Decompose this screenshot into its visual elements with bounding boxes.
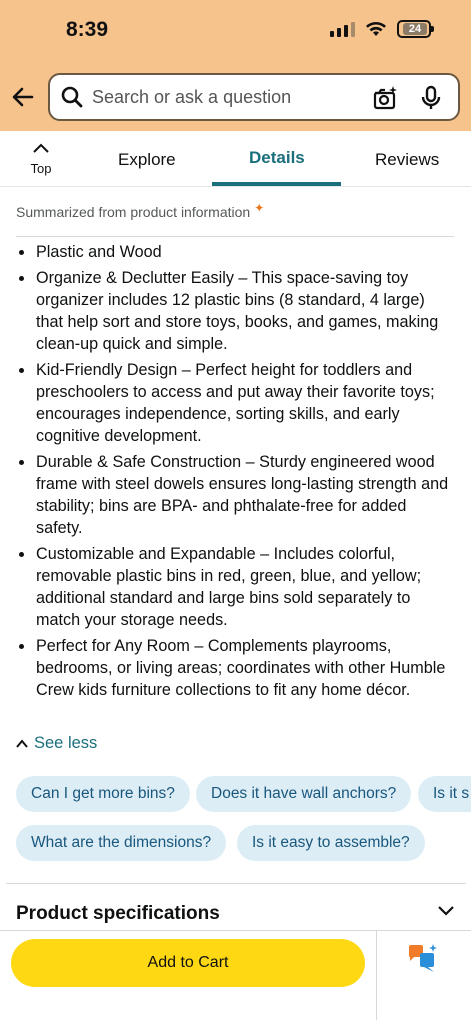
active-tab-indicator: [212, 182, 341, 186]
status-time: 8:39: [66, 18, 109, 41]
divider: [6, 883, 466, 884]
back-arrow-icon: [10, 84, 36, 110]
feature-bullet-list: [16, 241, 456, 701]
tab-reviews[interactable]: Reviews: [375, 150, 440, 169]
feature-bullet: Customizable and Expandable – Includes colorful, removable plastic bins in red, green, blue, and yellow; additional standard and large bins sold separately to match your storage needs.: [16, 543, 456, 631]
sparkle-icon: ✦: [254, 201, 265, 215]
tab-bar: [0, 131, 471, 187]
status-icons: [330, 20, 431, 38]
mic-icon[interactable]: [420, 85, 442, 111]
header: [0, 0, 471, 131]
summary-label: Summarized from product information: [16, 204, 251, 220]
question-chip[interactable]: Does it have wall anchors?: [196, 776, 411, 812]
tab-details[interactable]: Details: [249, 148, 305, 167]
battery-icon: [397, 20, 431, 38]
search-placeholder: Search or ask a question: [92, 86, 292, 107]
chevron-down-icon[interactable]: [437, 904, 455, 918]
question-chip[interactable]: Is it s: [418, 776, 471, 812]
feature-bullet: Perfect for Any Room – Complements playrooms, bedrooms, or living areas; coordinates with other Humble Crew kids furniture collections to fit any home décor.: [16, 635, 456, 701]
tab-explore[interactable]: Explore: [118, 150, 176, 169]
wifi-icon: [365, 21, 387, 37]
question-chip[interactable]: Can I get more bins?: [16, 776, 190, 812]
battery-level: 24: [408, 23, 422, 35]
signal-icon: [330, 21, 355, 37]
feature-bullet: Plastic and Wood: [16, 241, 456, 263]
bottom-action-bar: [0, 930, 471, 1020]
feature-bullet: Kid-Friendly Design – Perfect height for toddlers and preschoolers to access and put away their favorite toys; encourages independence, sorting skills, and early cognitive development.: [16, 359, 456, 447]
chevron-up-icon: [16, 738, 28, 750]
see-less-label: See less: [34, 734, 98, 752]
feature-bullet: Durable & Safe Construction – Sturdy engineered wood frame with steel dowels ensures long-lasting strength and stability; bins are BPA- and phthalate-free for added safety.: [16, 451, 456, 539]
summary-line: [16, 201, 265, 220]
see-less-button[interactable]: [16, 734, 97, 753]
feature-bullet: Organize & Declutter Easily – This space-saving toy organizer includes 12 plastic bins (8 standard, 4 large) that help sort and store toys, books, and games, making clean-up quick and simple.: [16, 267, 456, 355]
divider: [16, 236, 454, 237]
product-specifications-heading[interactable]: Product specifications: [16, 903, 220, 924]
question-chip[interactable]: What are the dimensions?: [16, 825, 226, 861]
search-icon: [60, 85, 84, 109]
divider: [376, 931, 377, 1020]
rufus-chat-icon[interactable]: [406, 943, 440, 973]
question-chip[interactable]: Is it easy to assemble?: [237, 825, 425, 861]
camera-lens-icon[interactable]: [372, 85, 398, 111]
back-button[interactable]: [10, 84, 40, 112]
chevron-up-icon: [32, 142, 50, 154]
add-to-cart-button[interactable]: Add to Cart: [11, 939, 365, 987]
search-input[interactable]: [48, 73, 460, 121]
top-label: Top: [30, 161, 52, 176]
scroll-to-top-button[interactable]: [26, 141, 56, 176]
